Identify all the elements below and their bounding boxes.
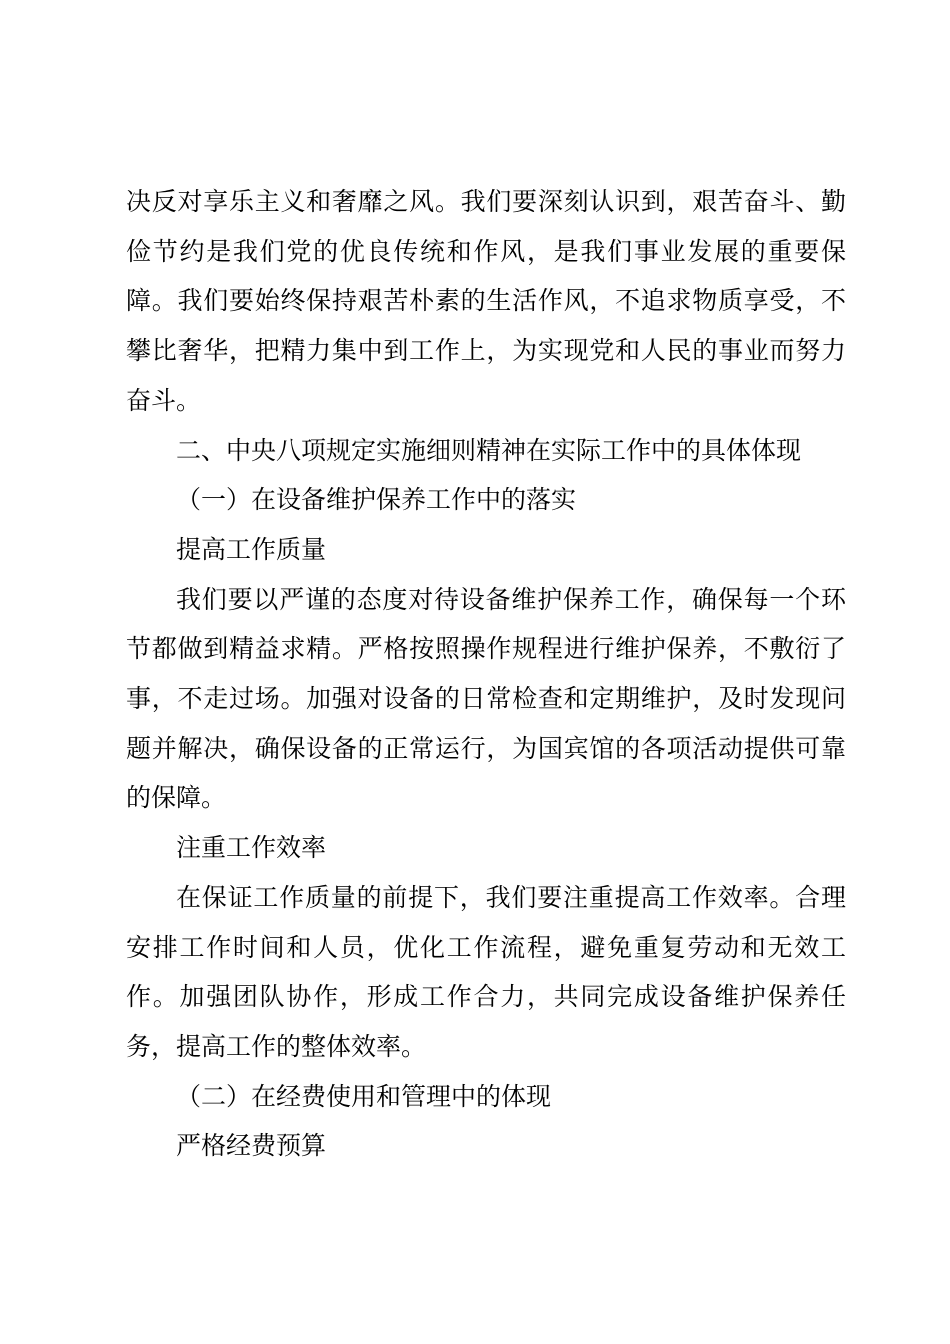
- body-paragraph: 我们要以严谨的态度对待设备维护保养工作，确保每一个环节都做到精益求精。严格按照操作规程进行维护保养，不敷衍了事，不走过场。加强对设备的日常检查和定期维护，及时发现问题并解决，确保设备的正常运行，为国宾馆的各项活动提供可靠的保障。: [126, 584, 846, 813]
- document-page: [126, 177, 846, 1171]
- topic-heading: 提高工作质量: [176, 534, 327, 564]
- body-paragraph: 在保证工作质量的前提下，我们要注重提高工作效率。合理安排工作时间和人员，优化工作流程，避免重复劳动和无效工作。加强团队协作，形成工作合力，共同完成设备维护保养任务，提高工作的整体效率。: [126, 882, 846, 1061]
- body-paragraph-continued: 决反对享乐主义和奢靡之风。我们要深刻认识到，艰苦奋斗、勤俭节约是我们党的优良传统和作风，是我们事业发展的重要保障。我们要始终保持艰苦朴素的生活作风，不追求物质享受，不攀比奢华，把精力集中到工作上，为实现党和人民的事业而努力奋斗。: [126, 187, 846, 415]
- topic-heading: 严格经费预算: [176, 1131, 327, 1161]
- subsection-heading: （二）在经费使用和管理中的体现: [176, 1081, 552, 1111]
- section-heading: 二、中央八项规定实施细则精神在实际工作中的具体体现: [176, 435, 802, 465]
- topic-heading: 注重工作效率: [176, 833, 327, 863]
- subsection-heading: （一）在设备维护保养工作中的落实: [176, 485, 577, 515]
